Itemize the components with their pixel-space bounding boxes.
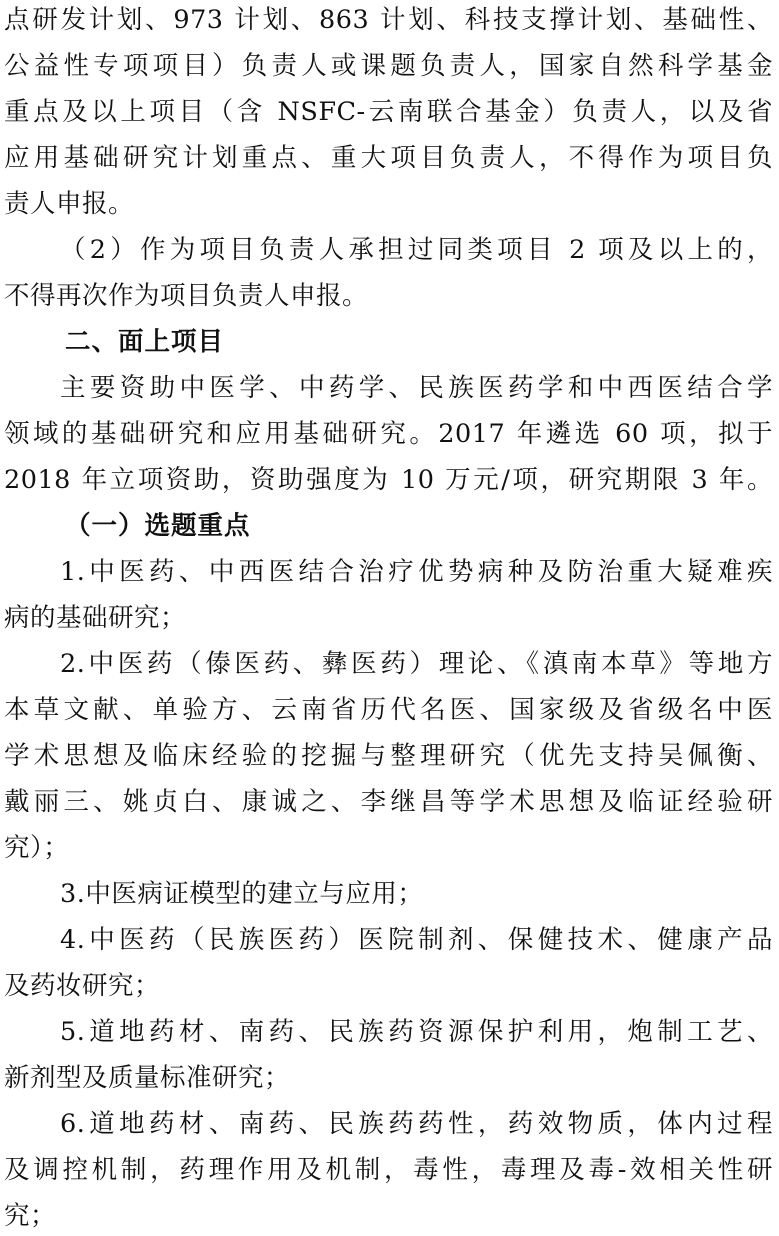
paragraph-line: 2018 年立项资助，资助强度为 10 万元/项，研究期限 3 年。 bbox=[4, 465, 773, 495]
list-item-line: 2.中医药（傣医药、彝医药）理论、《滇南本草》等地方 bbox=[60, 649, 773, 679]
list-item-line: 戴丽三、姚贞白、康诚之、李继昌等学术思想及临证经验研 bbox=[4, 787, 773, 817]
subsection-heading: （一）选题重点 bbox=[65, 511, 251, 541]
list-item-line: 究）； bbox=[4, 833, 70, 863]
paragraph-line: 主要资助中医学、中药学、民族医药学和中西医结合学 bbox=[60, 373, 773, 403]
paragraph-line: 不得再次作为项目负责人申报。 bbox=[4, 281, 369, 311]
list-item-line: 及调控机制，药理作用及机制，毒性，毒理及毒-效相关性研 bbox=[4, 1155, 773, 1185]
paragraph-line: 责人申报。 bbox=[4, 189, 135, 219]
list-item-line: 6.道地药材、南药、民族药药性，药效物质，体内过程 bbox=[60, 1109, 773, 1139]
list-item-line: 究； bbox=[4, 1201, 57, 1231]
list-item-line: 本草文献、单验方、云南省历代名医、国家级及省级名中医 bbox=[4, 695, 773, 725]
paragraph-line: 点研发计划、973 计划、863 计划、科技支撑计划、基础性、 bbox=[4, 5, 773, 35]
paragraph-line: （2）作为项目负责人承担过同类项目 2 项及以上的， bbox=[60, 235, 773, 265]
list-item-line: 3.中医病证模型的建立与应用； bbox=[60, 879, 424, 909]
paragraph-line: 公益性专项项目）负责人或课题负责人，国家自然科学基金 bbox=[4, 51, 773, 81]
list-item-line: 及药妆研究； bbox=[4, 971, 161, 1001]
list-item-line: 4.中医药（民族医药）医院制剂、保健技术、健康产品 bbox=[60, 925, 773, 955]
list-item-line: 病的基础研究； bbox=[4, 603, 187, 633]
paragraph-line: 重点及以上项目（含 NSFC-云南联合基金）负责人，以及省 bbox=[4, 97, 773, 127]
list-item-line: 1.中医药、中西医结合治疗优势病种及防治重大疑难疾 bbox=[60, 557, 773, 587]
paragraph-line: 应用基础研究计划重点、重大项目负责人，不得作为项目负 bbox=[4, 143, 773, 173]
paragraph-line: 领域的基础研究和应用基础研究。2017 年遴选 60 项，拟于 bbox=[4, 419, 773, 449]
section-heading: 二、面上项目 bbox=[65, 327, 225, 357]
list-item-line: 学术思想及临床经验的挖掘与整理研究（优先支持吴佩衡、 bbox=[4, 741, 773, 771]
list-item-line: 5.道地药材、南药、民族药资源保护利用，炮制工艺、 bbox=[60, 1017, 773, 1047]
list-item-line: 新剂型及质量标准研究； bbox=[4, 1063, 291, 1093]
